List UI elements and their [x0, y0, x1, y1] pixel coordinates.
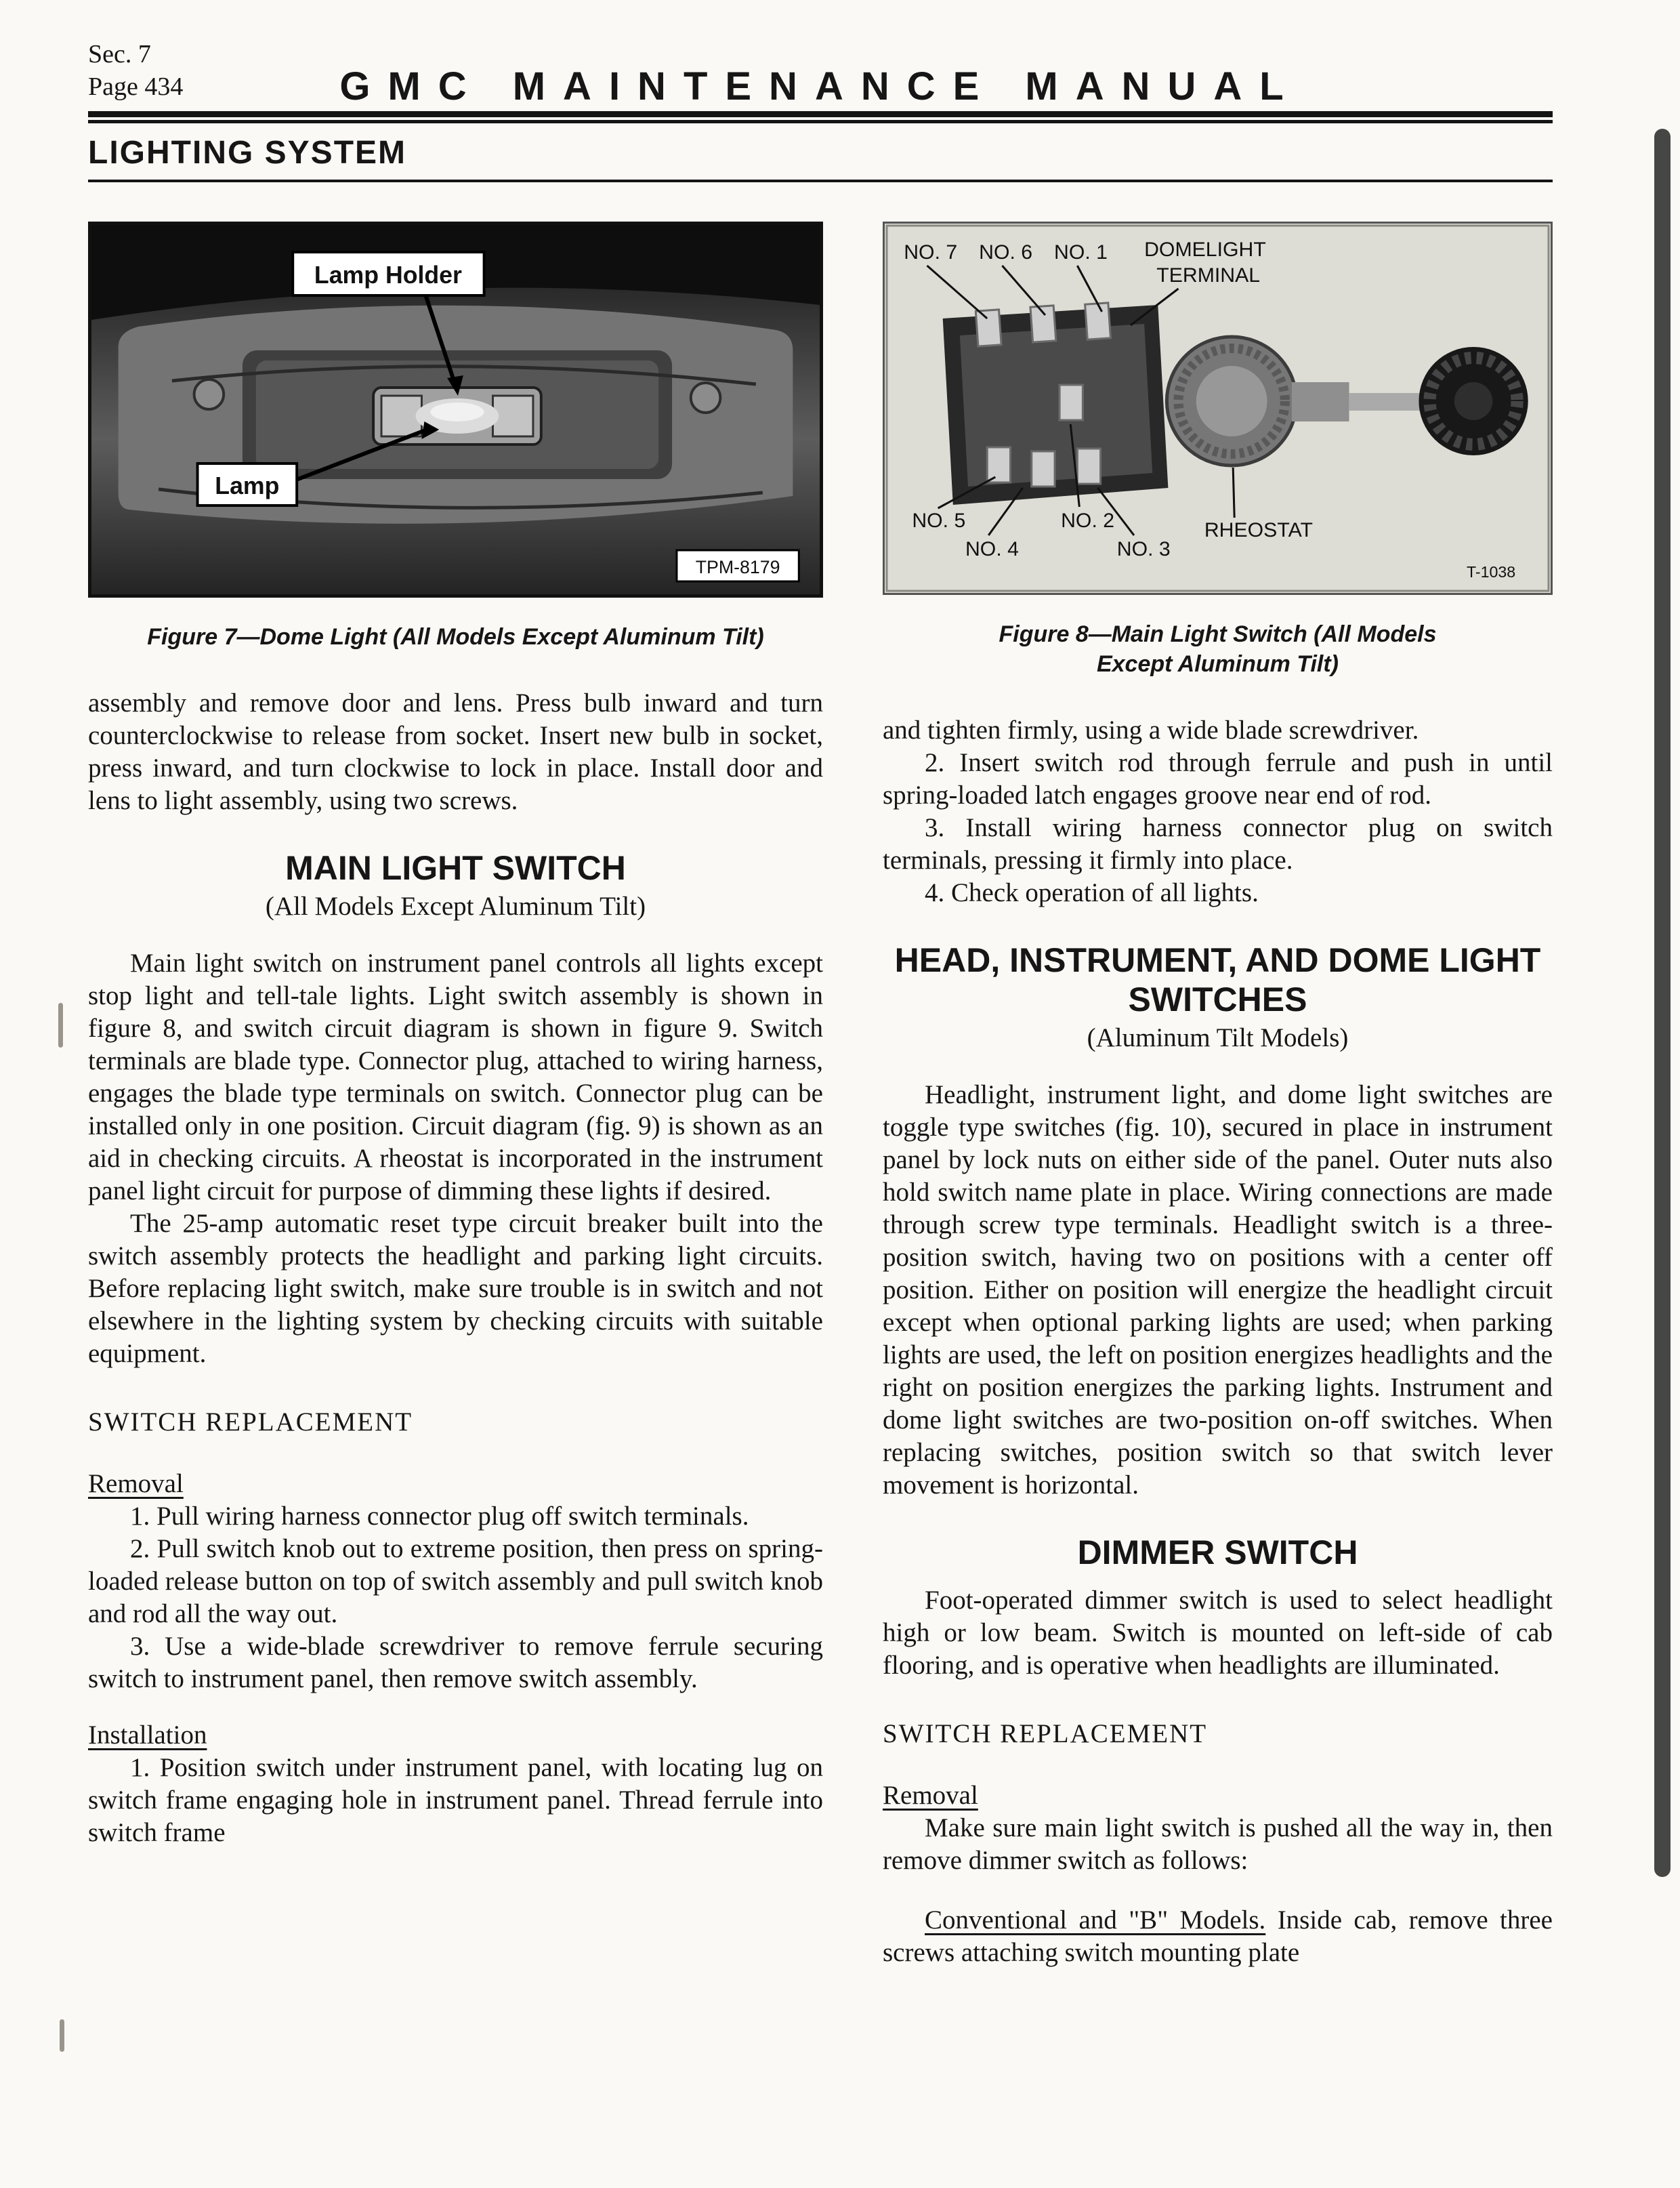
subheading-main-light-switch: (All Models Except Aluminum Tilt)	[265, 892, 646, 921]
scan-artifact	[1654, 129, 1671, 1877]
paragraph-dimmer-removal: Make sure main light switch is pushed all the way in, then remove dimmer switch as follows:	[883, 1813, 1553, 1875]
paragraph-main-switch-2: The 25-amp automatic reset type circuit breaker built into the switch assembly protects the headlight and parking light circuits. Before replacing light switch, make sure trouble is in switch and not elsewhere in the lighting system by checking circuits with suitable equipment.	[88, 1209, 823, 1368]
page-header	[88, 38, 1553, 108]
section-label: Sec. 7	[88, 40, 151, 68]
paragraph-dome-light-continuation: assembly and remove door and lens. Press bulb inward and turn counterclockwise to release from socket. Insert new bulb in socket, press inward, and turn clockwise to lock in place. Install door and lens to light assembly, using two screws.	[88, 688, 823, 815]
conventional-models-label: Conventional and "B" Models.	[925, 1905, 1266, 1935]
figure7-caption: Figure 7—Dome Light (All Models Except Aluminum Tilt)	[147, 624, 764, 650]
procedure-step: 1. Pull wiring harness connector plug off switch terminals.	[130, 1502, 749, 1531]
heading-removal-left: Removal	[88, 1469, 184, 1498]
figure8-label-rheostat: RHEOSTAT	[1204, 519, 1313, 541]
paragraph-main-switch-1: Main light switch on instrument panel controls all lights except stop light and tell-tale lights. Light switch assembly is shown in figure 8, and switch circuit diagram is shown in figure 9. Switch terminals are blade type. Connector plug, attached to wiring harness, engages the blade type terminals on switch. Connector plug can be installed only in one position. Circuit diagram (fig. 9) is shown as an aid in checking circuits. A rheostat is incorporated in the instrument panel light circuit for purpose of dimming these lights if desired.	[88, 949, 823, 1205]
scan-artifact	[58, 1003, 63, 1048]
procedure-step: 2. Pull switch knob out to extreme position, then press on spring-loaded release button on top of switch assembly and pull switch knob and rod all the way out.	[88, 1534, 823, 1628]
heading-removal-right: Removal	[883, 1781, 978, 1810]
heading-head-instrument-dome: HEAD, INSTRUMENT, AND DOME LIGHT SWITCHES	[894, 941, 1541, 1018]
chapter-rule	[88, 180, 1553, 182]
figure7-label-lamp-holder: Lamp Holder	[314, 261, 462, 289]
heading-main-light-switch: MAIN LIGHT SWITCH	[285, 849, 626, 887]
paragraph-dimmer: Foot-operated dimmer switch is used to select headlight high or low beam. Switch is mounted on left-side of cab flooring, and is operative when headlights are illuminated.	[883, 1586, 1553, 1680]
figure7	[88, 222, 823, 598]
procedure-step: 3. Install wiring harness connector plug on switch terminals, pressing it firmly into place.	[883, 813, 1553, 875]
figure8-label-no5: NO. 5	[912, 510, 966, 532]
figure8-label-no6: NO. 6	[979, 241, 1033, 264]
heading-switch-replacement-left: SWITCH REPLACEMENT	[88, 1407, 413, 1437]
two-column-body	[88, 222, 1553, 1969]
figure8-label-no7: NO. 7	[904, 241, 958, 264]
procedure-step: 3. Use a wide-blade screwdriver to remove ferrule securing switch to instrument panel, then remove switch assembly.	[88, 1632, 823, 1693]
figure8-label-domelight: DOMELIGHT	[1144, 239, 1266, 261]
figure8-caption-line2: Except Aluminum Tilt)	[1096, 651, 1339, 677]
figure7-photo-id: TPM-8179	[695, 556, 780, 578]
figure8-label-no2: NO. 2	[1061, 510, 1115, 532]
left-column	[88, 222, 823, 1969]
figure7-photo	[91, 225, 820, 594]
manual-title: GMC MAINTENANCE MANUAL	[339, 64, 1301, 108]
figure8-photo	[885, 224, 1551, 593]
chapter-title: LIGHTING SYSTEM	[88, 135, 407, 171]
figure7-label-lamp: Lamp	[215, 472, 280, 500]
subheading-aluminum-tilt: (Aluminum Tilt Models)	[1087, 1023, 1349, 1052]
figure8-label-no3: NO. 3	[1116, 538, 1171, 560]
conventional-models-text: Inside cab, remove three screws attaching switch mounting plate	[883, 1905, 1553, 1967]
paragraph-conventional-models	[883, 1904, 1553, 1969]
procedure-step: 2. Insert switch rod through ferrule and push in until spring-loaded latch engages groove near end of rod.	[883, 748, 1553, 810]
procedure-step: 4. Check operation of all lights.	[925, 878, 1259, 907]
figure8-caption-line1: Figure 8—Main Light Switch (All Models	[999, 621, 1437, 647]
page-number: Page 434	[88, 73, 184, 101]
heading-installation-left: Installation	[88, 1720, 207, 1750]
figure8-label-no1: NO. 1	[1054, 241, 1108, 264]
paragraph-install-continuation: and tighten firmly, using a wide blade screwdriver.	[883, 716, 1419, 745]
figure8-label-no4: NO. 4	[965, 538, 1019, 560]
figure8-caption	[883, 619, 1553, 679]
paragraph-head-switches: Headlight, instrument light, and dome light switches are toggle type switches (fig. 10), secured in place in instrument panel by lock nuts on either side of the panel. Outer nuts also hold switch name plate in place. Wiring connections are made through screw type terminals. Headlight switch is a three-position switch, having two on positions with a center off position. Either on position will energize the headlight circuit except when optional parking lights are used; when parking lights are used, the left on position energizes headlights and the right on position energizes the parking lights. Instrument and dome light switches are two-position on-off switches. When replacing switches, position switch so that switch lever movement is horizontal.	[883, 1080, 1553, 1500]
header-double-rule	[88, 111, 1553, 123]
scan-artifact	[60, 2019, 64, 2052]
heading-dimmer-switch: DIMMER SWITCH	[1077, 1533, 1358, 1571]
procedure-step: 1. Position switch under instrument panel, with locating lug on switch frame engaging hole in instrument panel. Thread ferrule into switch frame	[88, 1753, 823, 1847]
page-content	[88, 38, 1553, 1969]
right-column	[883, 222, 1553, 1969]
heading-switch-replacement-right: SWITCH REPLACEMENT	[883, 1719, 1208, 1748]
figure8	[883, 222, 1553, 595]
figure8-photo-id: T-1038	[1466, 563, 1516, 581]
figure8-label-terminal: TERMINAL	[1156, 264, 1261, 287]
